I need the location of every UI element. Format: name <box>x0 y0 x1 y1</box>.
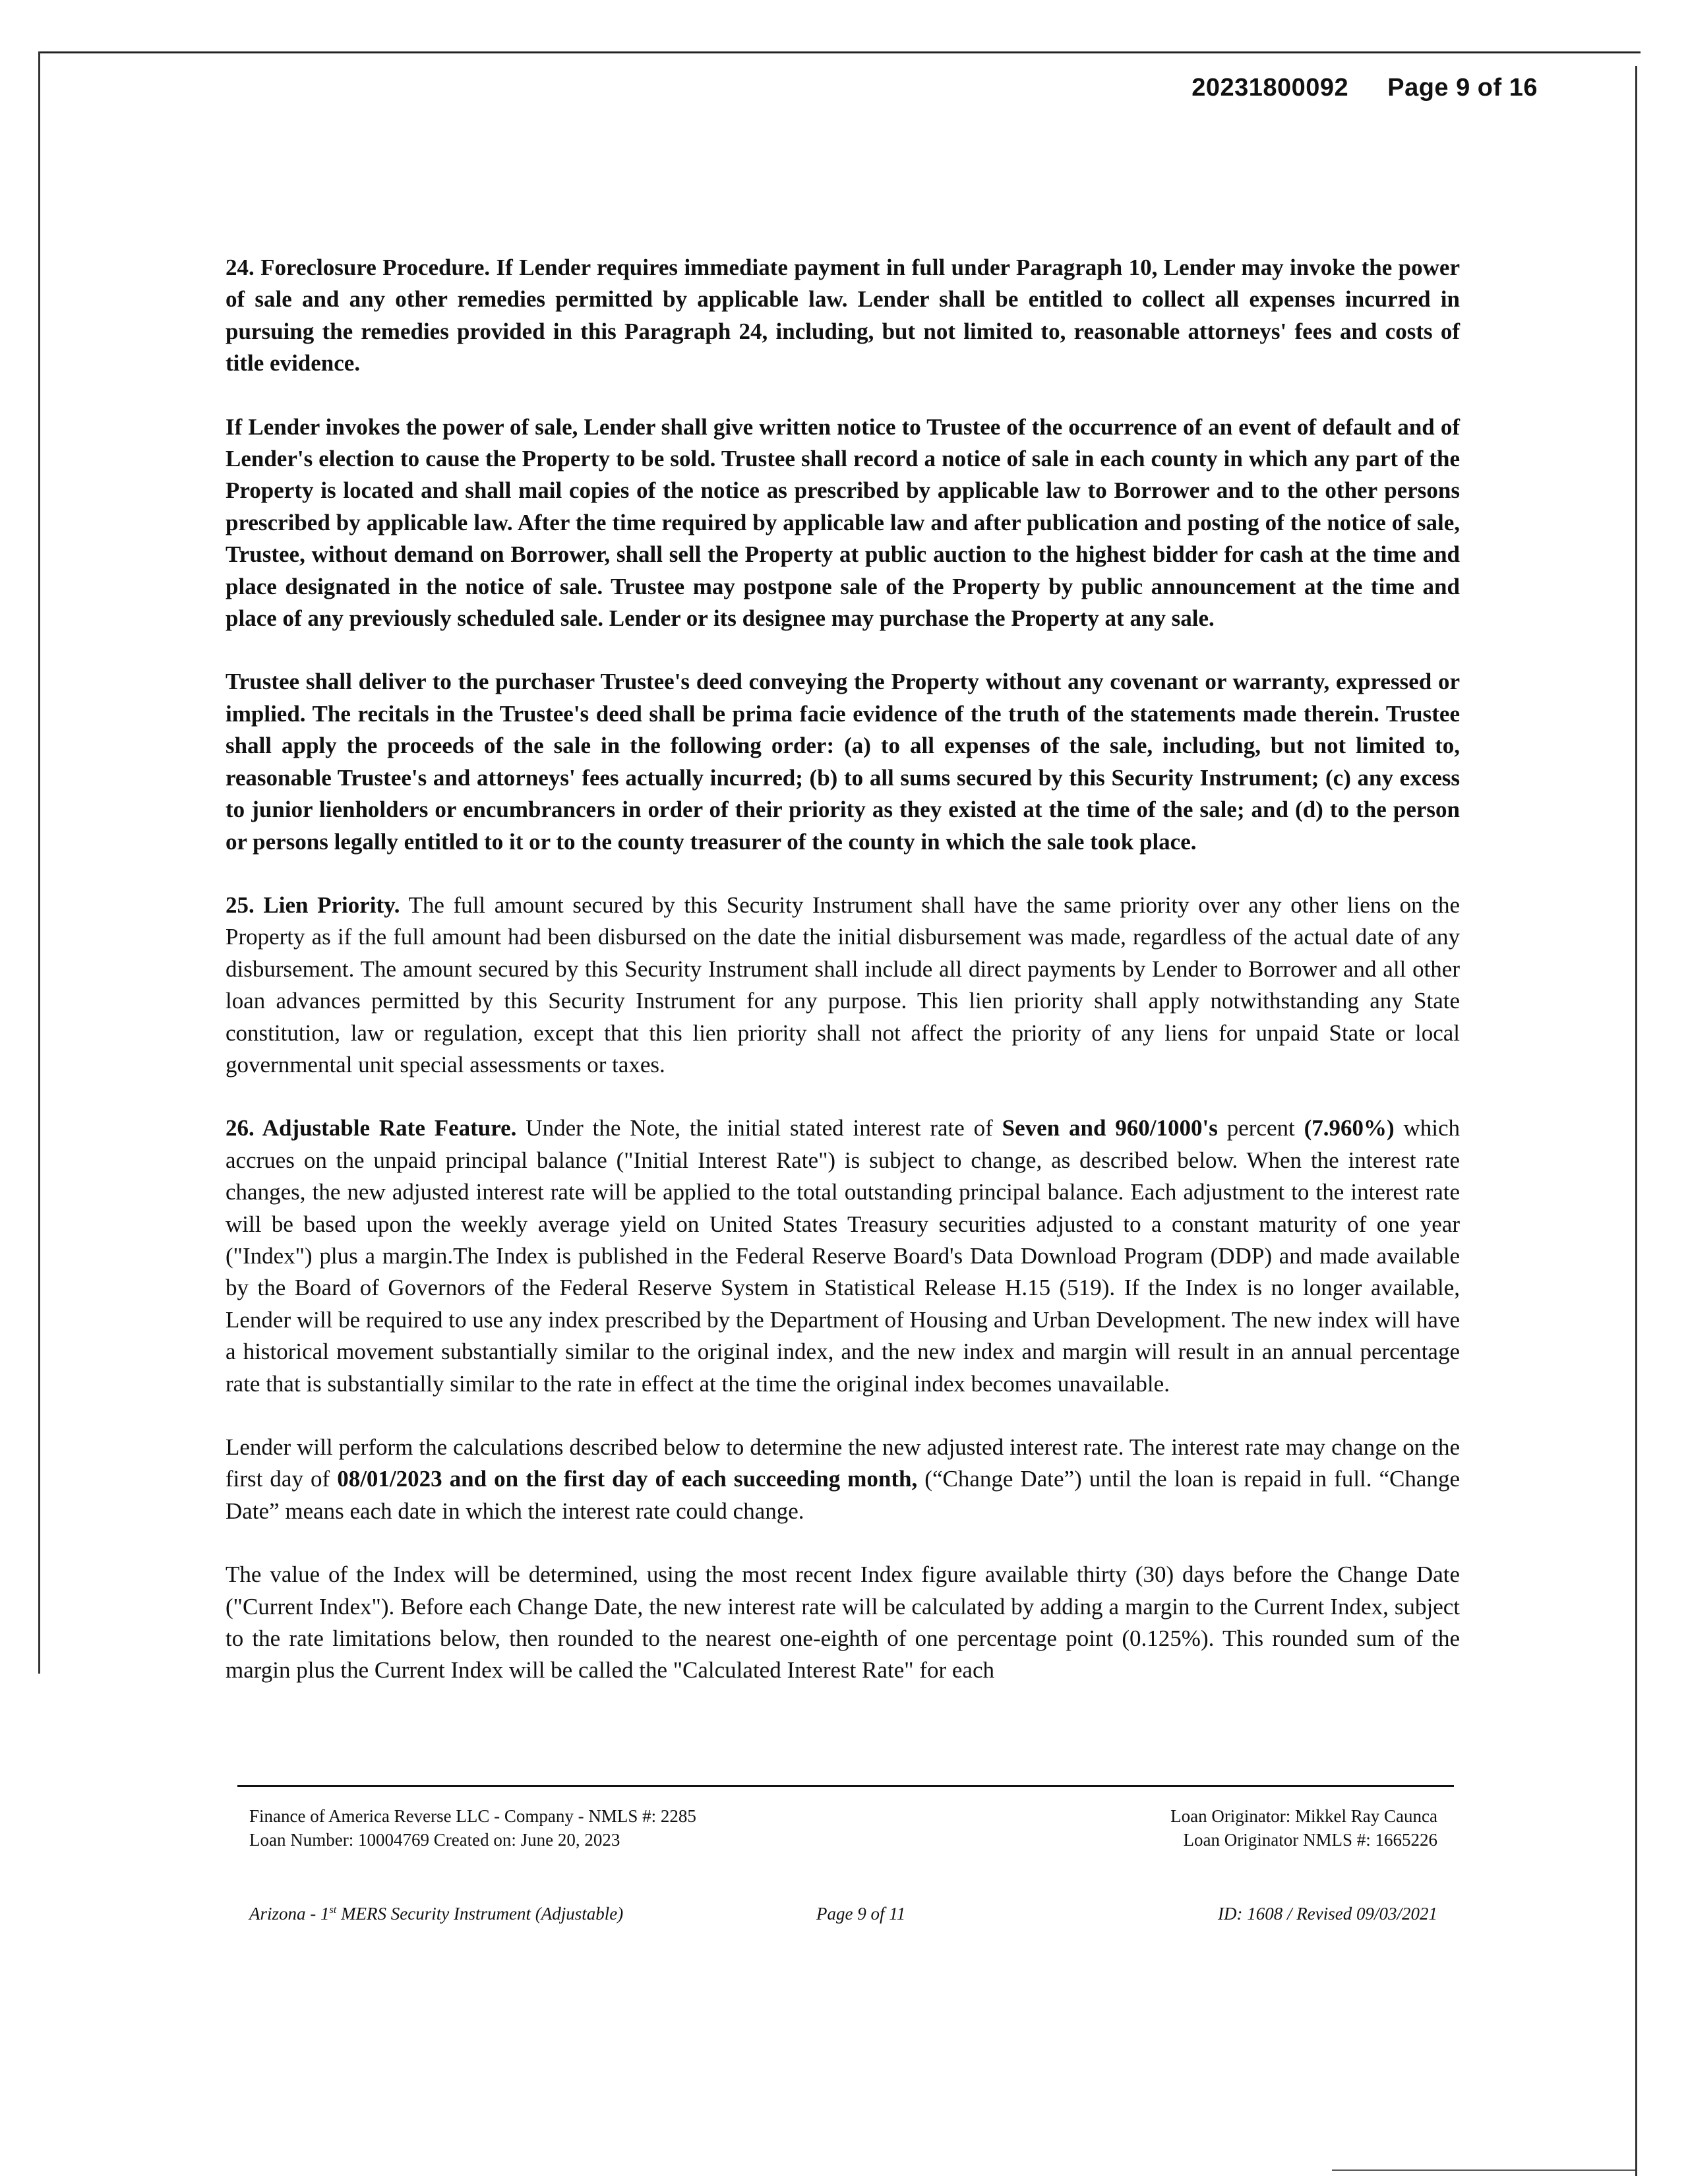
first-change-date: 08/01/2023 and on the first day of each succeeding month, <box>337 1466 918 1492</box>
section-26-heading: 26. Adjustable Rate Feature. <box>226 1115 517 1141</box>
section-26-p1-b: percent <box>1217 1115 1304 1141</box>
section-25-heading: 25. Lien Priority. <box>226 892 400 918</box>
scan-border-left <box>38 51 40 1674</box>
section-26-p2-a: Lender will perform the calculations described below to determine the new adjusted interest rate. The interest rate may change on the first day of <box>226 1434 1460 1492</box>
footer-originator-nmls-line: Loan Originator NMLS #: 1665226 <box>1183 1830 1437 1850</box>
footer-originator-line: Loan Originator: Mikkel Ray Caunca <box>1170 1806 1437 1826</box>
section-24-paragraph-2: If Lender invokes the power of sale, Lender shall give written notice to Trustee of the occurrence of an event of default and of Lender's election to cause the Property to be sold. Trustee shall record a notice of sale in each county in which any part of the Property is located and shall mail copies of the notice as prescribed by applicable law to Borrower and to the other persons prescribed by applicable law. After the time required by applicable law and after publication and posting of the notice of sale, Trustee, without demand on Borrower, shall sell the Property at public auction to the highest bidder for cash at the time and place designated in the notice of sale. Trustee may postpone sale of the Property by public announcement at the time and place of any previously scheduled sale. Lender or its designee may purchase the Property at any sale. <box>226 413 1460 632</box>
footer-form-name: Arizona - 1st MERS Security Instrument (Adjustable) <box>249 1904 624 1924</box>
footer-form-page: Page 9 of 11 <box>816 1904 906 1924</box>
section-26-paragraph-1 <box>226 1112 1460 1400</box>
document-body <box>226 252 1460 1718</box>
footer-lender-info <box>249 1804 696 1852</box>
section-26-p1-c: which accrues on the unpaid principal balance ("Initial Interest Rate") is subject to change, as described below. When the interest rate changes, the new adjusted interest rate will be applied to the total outstanding principal balance. Each adjustment to the interest rate will be based upon the weekly average yield on United States Treasury securities adjusted to a constant maturity of one year ("Index") plus a margin.The Index is published in the Federal Reserve Board's Data Download Program (DDP) and made available by the Board of Governors of the Federal Reserve System in Statistical Release H.15 (519). If the Index is no longer available, Lender will be required to use any index prescribed by the Department of Housing and Urban Development. The new index will have a historical movement substantially similar to the original index, and the new index and margin will result in an annual percentage rate that is substantially similar to the rate in effect at the time the original index becomes unavailable. <box>226 1115 1461 1397</box>
section-24-paragraph-1 <box>226 252 1460 380</box>
section-25-paragraph <box>226 890 1460 1081</box>
footer-originator-info <box>1170 1804 1437 1852</box>
scan-border-bottom <box>1332 2169 1635 2171</box>
footer-divider <box>237 1785 1454 1787</box>
footer-company-line: Finance of America Reverse LLC - Company - NMLS #: 2285 <box>249 1806 696 1826</box>
initial-rate-percent: (7.960%) <box>1304 1115 1395 1141</box>
scan-border-top <box>38 51 1641 53</box>
section-26-paragraph-3: The value of the Index will be determined, using the most recent Index figure available thirty (30) days before the Change Date ("Current Index"). Before each Change Date, the new interest rate will be calculated by adding a margin to the Current Index, subject to the rate limitations below, then rounded to the nearest one-eighth of one percentage point (0.125%). This rounded sum of the margin plus the Current Index will be called the "Calculated Interest Rate" for each <box>226 1562 1460 1684</box>
section-24-paragraph-3: Trustee shall deliver to the purchaser Trustee's deed conveying the Property without any covenant or warranty, expressed or implied. The recitals in the Trustee's deed shall be prima facie evidence of the truth of the statements made therein. Trustee shall apply the proceeds of the sale in the following order: (a) to all expenses of the sale, including, but not limited to, reasonable Trustee's and attorneys' fees actually incurred; (b) to all sums secured by this Security Instrument; (c) any excess to junior lienholders or encumbrancers in order of their priority as they existed at the time of the sale; and (d) to the person or persons legally entitled to it or to the county treasurer of the county in which the sale took place. <box>226 669 1460 855</box>
footer-form-id: ID: 1608 / Revised 09/03/2021 <box>1218 1904 1437 1924</box>
section-24-heading: 24. Foreclosure Procedure. <box>226 255 491 280</box>
initial-rate-words: Seven and 960/1000's <box>1002 1115 1218 1141</box>
section-25-text: The full amount secured by this Security Instrument shall have the same priority over any other liens on the Property as if the full amount had been disbursed on the date the initial disbursement was made, regardless of the actual date of any disbursement. The amount secured by this Security Instrument shall include all direct payments by Lender to Borrower and all other loan advances permitted by this Security Instrument for any purpose. This lien priority shall apply notwithstanding any State constitution, law or regulation, except that this lien priority shall not affect the priority of any liens for unpaid State or local governmental unit special assessments or taxes. <box>226 892 1460 1077</box>
section-26-p1-a: Under the Note, the initial stated interest rate of <box>516 1115 1002 1141</box>
section-24-p1-text: If Lender requires immediate payment in full under Paragraph 10, Lender may invoke the power of sale and any other remedies permitted by applicable law. Lender shall be entitled to collect all expenses incurred in pursuing the remedies provided in this Paragraph 24, including, but not limited to, reasonable attorneys' fees and costs of title evidence. <box>226 255 1460 377</box>
recording-header <box>1191 74 1538 102</box>
document-number: 20231800092 <box>1191 74 1349 102</box>
section-26-p2-b: (“Change Date”) until the loan is repaid in full. “Change Date” means each date in which the interest rate could change. <box>226 1466 1460 1524</box>
scan-border-right <box>1635 66 1637 2176</box>
footer-loan-line: Loan Number: 10004769 Created on: June 20, 2023 <box>249 1830 620 1850</box>
section-26-paragraph-2 <box>226 1432 1460 1527</box>
recording-page-label: Page 9 of 16 <box>1387 74 1538 102</box>
